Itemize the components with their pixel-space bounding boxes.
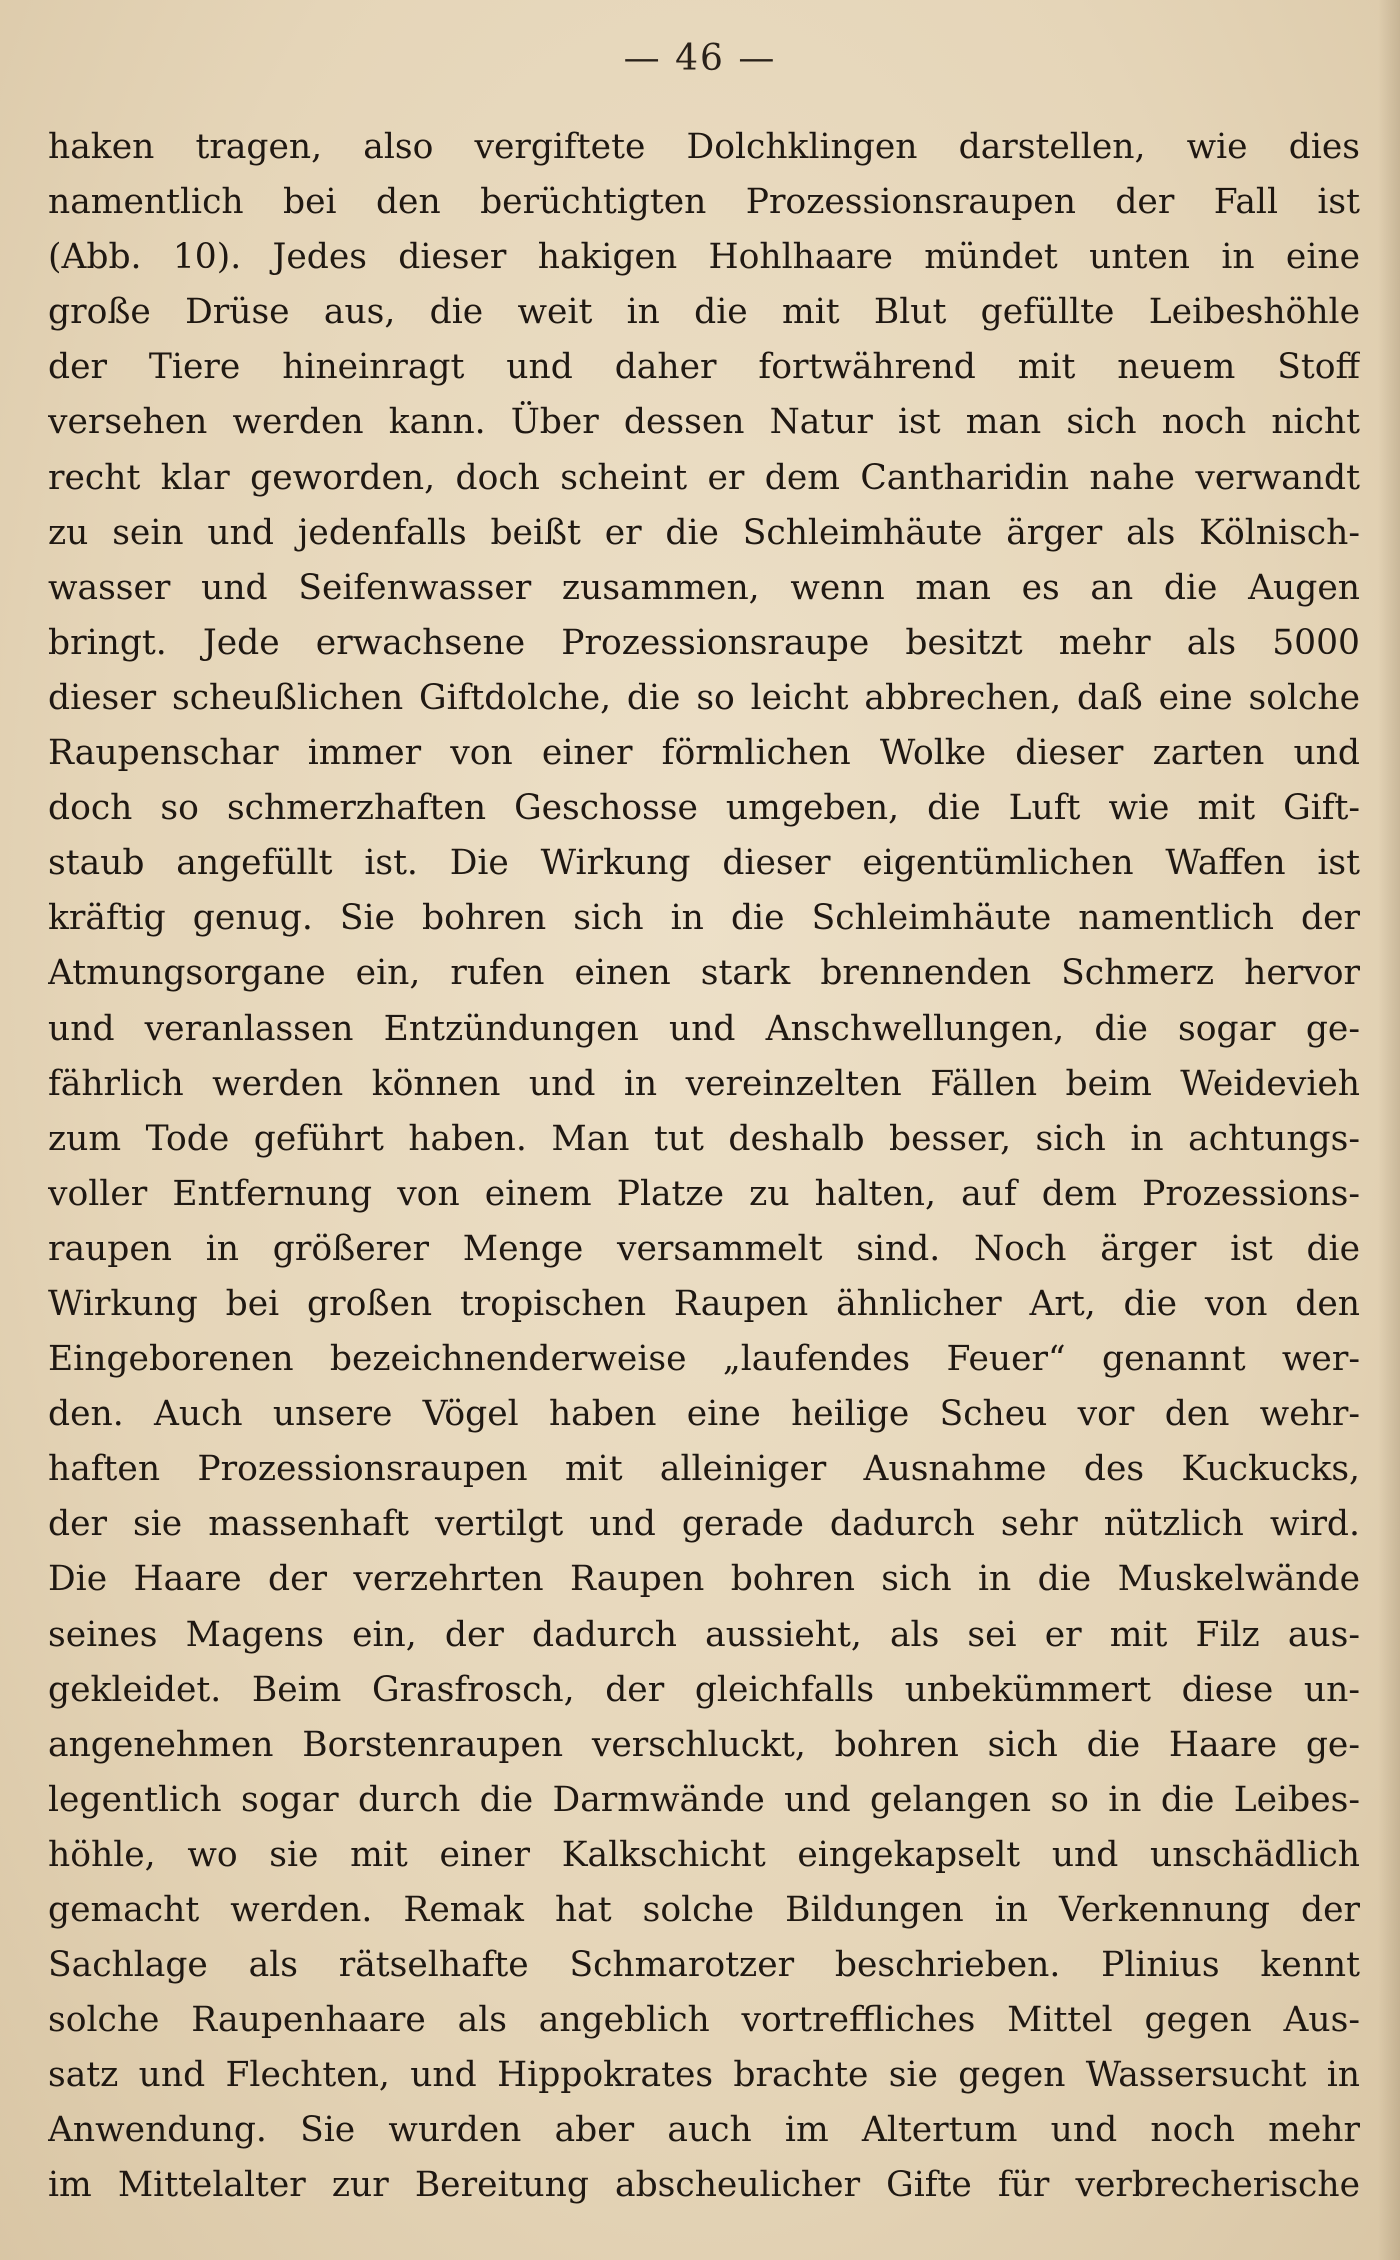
text-line: kräftig genug. Sie bohren sich in die Schleimhäute namentlich der [48, 898, 1360, 939]
text-line: satz und Flechten, und Hippokrates brachte sie gegen Wassersucht in [48, 2055, 1360, 2096]
text-line: recht klar geworden, doch scheint er dem Cantharidin nahe verwandt [48, 457, 1360, 498]
text-line: staub angefüllt ist. Die Wirkung dieser eigentümlichen Waffen ist [48, 843, 1360, 884]
text-line: Anwendung. Sie wurden aber auch im Altertum und noch mehr [48, 2110, 1360, 2151]
body-text [48, 120, 1360, 2214]
text-line: der sie massenhaft vertilgt und gerade dadurch sehr nützlich wird. [48, 1504, 1360, 1545]
text-line: im Mittelalter zur Bereitung abscheulicher Gifte für verbrecherische [48, 2165, 1360, 2206]
text-line: namentlich bei den berüchtigten Prozessionsraupen der Fall ist [48, 182, 1360, 223]
page-edge-shadow [1378, 0, 1400, 2260]
text-line: voller Entfernung von einem Platze zu halten, auf dem Prozessions- [48, 1173, 1360, 1214]
text-line: fährlich werden können und in vereinzelten Fällen beim Weidevieh [48, 1063, 1360, 1104]
text-line: und veranlassen Entzündungen und Anschwellungen, die sogar ge- [48, 1008, 1360, 1049]
text-line: Wirkung bei großen tropischen Raupen ähnlicher Art, die von den [48, 1283, 1360, 1324]
text-line: wasser und Seifenwasser zusammen, wenn man es an die Augen [48, 567, 1360, 608]
text-line: Raupenschar immer von einer förmlichen Wolke dieser zarten und [48, 733, 1360, 774]
text-line: dieser scheußlichen Giftdolche, die so leicht abbrechen, daß eine solche [48, 677, 1360, 718]
text-line: große Drüse aus, die weit in die mit Blut gefüllte Leibeshöhle [48, 292, 1360, 333]
text-line: zu sein und jedenfalls beißt er die Schleimhäute ärger als Kölnisch- [48, 512, 1360, 553]
text-line: doch so schmerzhaften Geschosse umgeben, die Luft wie mit Gift- [48, 788, 1360, 829]
text-line: haken tragen, also vergiftete Dolchklingen darstellen, wie dies [48, 127, 1360, 167]
text-line: Atmungsorgane ein, rufen einen stark brennenden Schmerz hervor [48, 953, 1360, 994]
text-line: höhle, wo sie mit einer Kalkschicht eingekapselt und unschädlich [48, 1834, 1360, 1875]
text-line: Die Haare der verzehrten Raupen bohren sich in die Muskelwände [48, 1559, 1360, 1600]
text-line: der Tiere hineinragt und daher fortwährend mit neuem Stoff [48, 347, 1360, 388]
text-line: legentlich sogar durch die Darmwände und gelangen so in die Leibes- [48, 1779, 1360, 1820]
text-line: bringt. Jede erwachsene Prozessionsraupe besitzt mehr als 5000 [48, 622, 1360, 663]
text-line: raupen in größerer Menge versammelt sind. Noch ärger ist die [48, 1228, 1360, 1269]
text-line: Sachlage als rätselhafte Schmarotzer beschrieben. Plinius kennt [48, 1945, 1360, 1986]
page-number: — 46 — [623, 38, 777, 79]
text-line: solche Raupenhaare als angeblich vortreffliches Mittel gegen Aus- [48, 2000, 1360, 2041]
text-line: gekleidet. Beim Grasfrosch, der gleichfalls unbekümmert diese un- [48, 1669, 1360, 1710]
text-line: (Abb. 10). Jedes dieser hakigen Hohlhaare mündet unten in eine [48, 237, 1360, 278]
text-line: versehen werden kann. Über dessen Natur ist man sich noch nicht [48, 402, 1360, 443]
text-line: haften Prozessionsraupen mit alleiniger Ausnahme des Kuckucks, [48, 1449, 1360, 1490]
text-line: gemacht werden. Remak hat solche Bildungen in Verkennung der [48, 1890, 1360, 1930]
text-line: angenehmen Borstenraupen verschluckt, bohren sich die Haare ge- [48, 1724, 1360, 1765]
text-line: zum Tode geführt haben. Man tut deshalb besser, sich in achtungs- [48, 1118, 1360, 1159]
text-line: seines Magens ein, der dadurch aussieht, als sei er mit Filz aus- [48, 1614, 1360, 1655]
text-line: Eingeborenen bezeichnenderweise „laufendes Feuer“ genannt wer- [48, 1339, 1360, 1380]
text-line: den. Auch unsere Vögel haben eine heilige Scheu vor den wehr- [48, 1394, 1360, 1435]
